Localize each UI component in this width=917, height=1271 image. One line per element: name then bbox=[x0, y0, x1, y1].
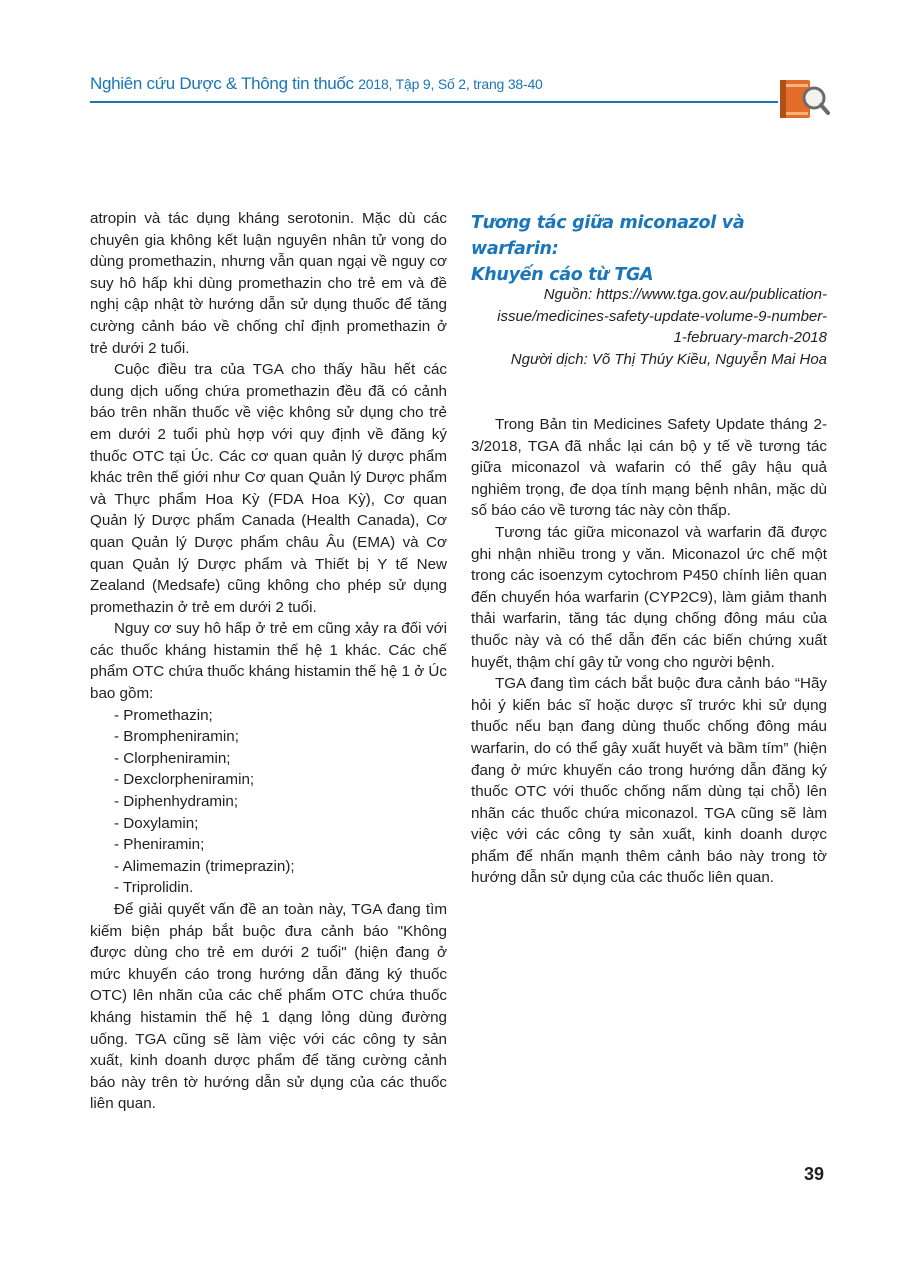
right-column bbox=[471, 414, 827, 889]
list-item: - Promethazin; bbox=[114, 706, 213, 724]
left-paragraph-1: atropin và tác dụng kháng serotonin. Mặc dù các chuyên gia không kết luận nguyên nhân tử vong do dùng promethazin, nhưng vẫn quan ngại về nguy cơ suy hô hấp khi dùng promethazin cho trẻ em và đề nghị cập nhật tờ hướng dẫn sử dụng thuốc để tăng cường cảnh báo về chống chỉ định promethazin ở trẻ dưới 2 tuổi. bbox=[90, 210, 447, 357]
running-header bbox=[90, 74, 790, 114]
article-paragraph-3: TGA đang tìm cách bắt buộc đưa cảnh báo “Hãy hỏi ý kiến bác sĩ hoặc dược sĩ trước khi sử dụng thuốc nếu bạn đang dùng thuốc chống đông máu warfarin, do có thể gây xuất huyết và bầm tím” (hiện đang ở mức khuyến cáo trong hướng dẫn đăng ký thuốc OTC với thuốc chống nấm dùng tại chỗ) lên nhãn các thuốc chứa miconazol. TGA cũng sẽ làm việc với các công ty sản xuất, kinh doanh dược phẩm để nhấn mạnh thêm cảnh báo này trong tờ hướng dẫn sử dụng của các thuốc liên quan. bbox=[471, 675, 827, 887]
article-paragraph-2: Tương tác giữa miconazol và warfarin đã được ghi nhận nhiều trong y văn. Miconazol ức chế một trong các isoenzym cytochrom P450 chính liên quan đến chuyển hóa warfarin (CYP2C9), làm giảm thanh thải warfarin, tăng tác dụng chống đông máu của thuốc này và có thể dẫn đến các biến chứng xuất huyết, thậm chí gây tử vong cho người bệnh. bbox=[471, 523, 827, 671]
left-column bbox=[90, 208, 447, 1115]
list-item: - Clorpheniramin; bbox=[114, 749, 231, 767]
source-line-3: 1-february-march-2018 bbox=[673, 329, 827, 347]
list-item: - Alimemazin (trimeprazin); bbox=[114, 857, 295, 875]
header-rule bbox=[90, 101, 778, 103]
source-line-2: issue/medicines-safety-update-volume-9-number- bbox=[497, 307, 827, 325]
list-item: - Pheniramin; bbox=[114, 836, 205, 854]
left-paragraph-4: Để giải quyết vấn đề an toàn này, TGA đang tìm kiếm biện pháp bắt buộc đưa cảnh báo "Không được dùng cho trẻ em dưới 2 tuổi" (hiện đang ở mức khuyến cáo trong hướng dẫn đăng ký thuốc OTC) lên nhãn của các chế phẩm OTC chứa thuốc kháng histamin thế hệ 1 dạng lỏng dùng đường uống. TGA cũng sẽ làm việc với các công ty sản xuất, kinh doanh dược phẩm để tăng cường cảnh báo này trên tờ hướng dẫn sử dụng của các thuốc liên quan. bbox=[90, 901, 447, 1113]
article-title-line-2: Khuyến cáo từ TGA bbox=[471, 265, 654, 285]
issue-info: 2018, Tập 9, Số 2, trang 38-40 bbox=[358, 76, 543, 92]
source-line-1: Nguồn: https://www.tga.gov.au/publication- bbox=[543, 286, 827, 303]
article-title-line-1: Tương tác giữa miconazol và warfarin: bbox=[471, 213, 745, 259]
article-paragraph-1: Trong Bản tin Medicines Safety Update tháng 2-3/2018, TGA đã nhắc lại cán bộ y tế về tương tác giữa miconazol và wafarin có thể gây hậu quả nghiêm trọng, đe dọa tính mạng bệnh nhân, mặc dù số báo cáo về tương tác này còn thấp. bbox=[471, 416, 827, 520]
journal-name: Nghiên cứu Dược & Thông tin thuốc bbox=[90, 74, 354, 93]
antihistamine-list bbox=[90, 705, 447, 899]
left-paragraph-3: Nguy cơ suy hô hấp ở trẻ em cũng xảy ra đối với các thuốc kháng histamin thế hệ 1 khác. Các chế phẩm OTC chứa thuốc kháng histamin thế hệ 1 ở Úc bao gồm: bbox=[90, 620, 447, 703]
header-text bbox=[90, 74, 543, 94]
book-magnifier-icon bbox=[776, 76, 830, 122]
list-item: - Dexclorpheniramin; bbox=[114, 771, 255, 789]
list-item: - Doxylamin; bbox=[114, 814, 199, 832]
page-number: 39 bbox=[804, 1164, 825, 1184]
list-item: - Triprolidin. bbox=[114, 879, 194, 897]
list-item: - Diphenhydramin; bbox=[114, 793, 239, 811]
article-title bbox=[471, 210, 827, 288]
translator: Người dịch: Võ Thị Thúy Kiều, Nguyễn Mai Hoa bbox=[510, 350, 827, 368]
article-source bbox=[471, 284, 827, 370]
list-item: - Brompheniramin; bbox=[114, 728, 239, 746]
left-paragraph-2: Cuộc điều tra của TGA cho thấy hầu hết các dung dịch uống chứa promethazin đều đã có cảnh báo trên nhãn thuốc về việc không sử dụng cho trẻ em dưới 2 tuổi phù hợp với quy định về đăng ký thuốc OTC tại Úc. Các cơ quan quản lý dược phẩm khác trên thế giới như Cơ quan Quản lý Dược phẩm và Thực phẩm Hoa Kỳ (FDA Hoa Kỳ), Cơ quan Quản lý Dược phẩm Canada (Health Canada), Cơ quan Quản lý Dược phẩm châu Âu (EMA) và Cơ quan Quản lý Dược phẩm và Thiết bị Y tế New Zealand (Medsafe) cũng không cho phép sử dụng promethazin ở trẻ em dưới 2 tuổi. bbox=[90, 361, 447, 616]
